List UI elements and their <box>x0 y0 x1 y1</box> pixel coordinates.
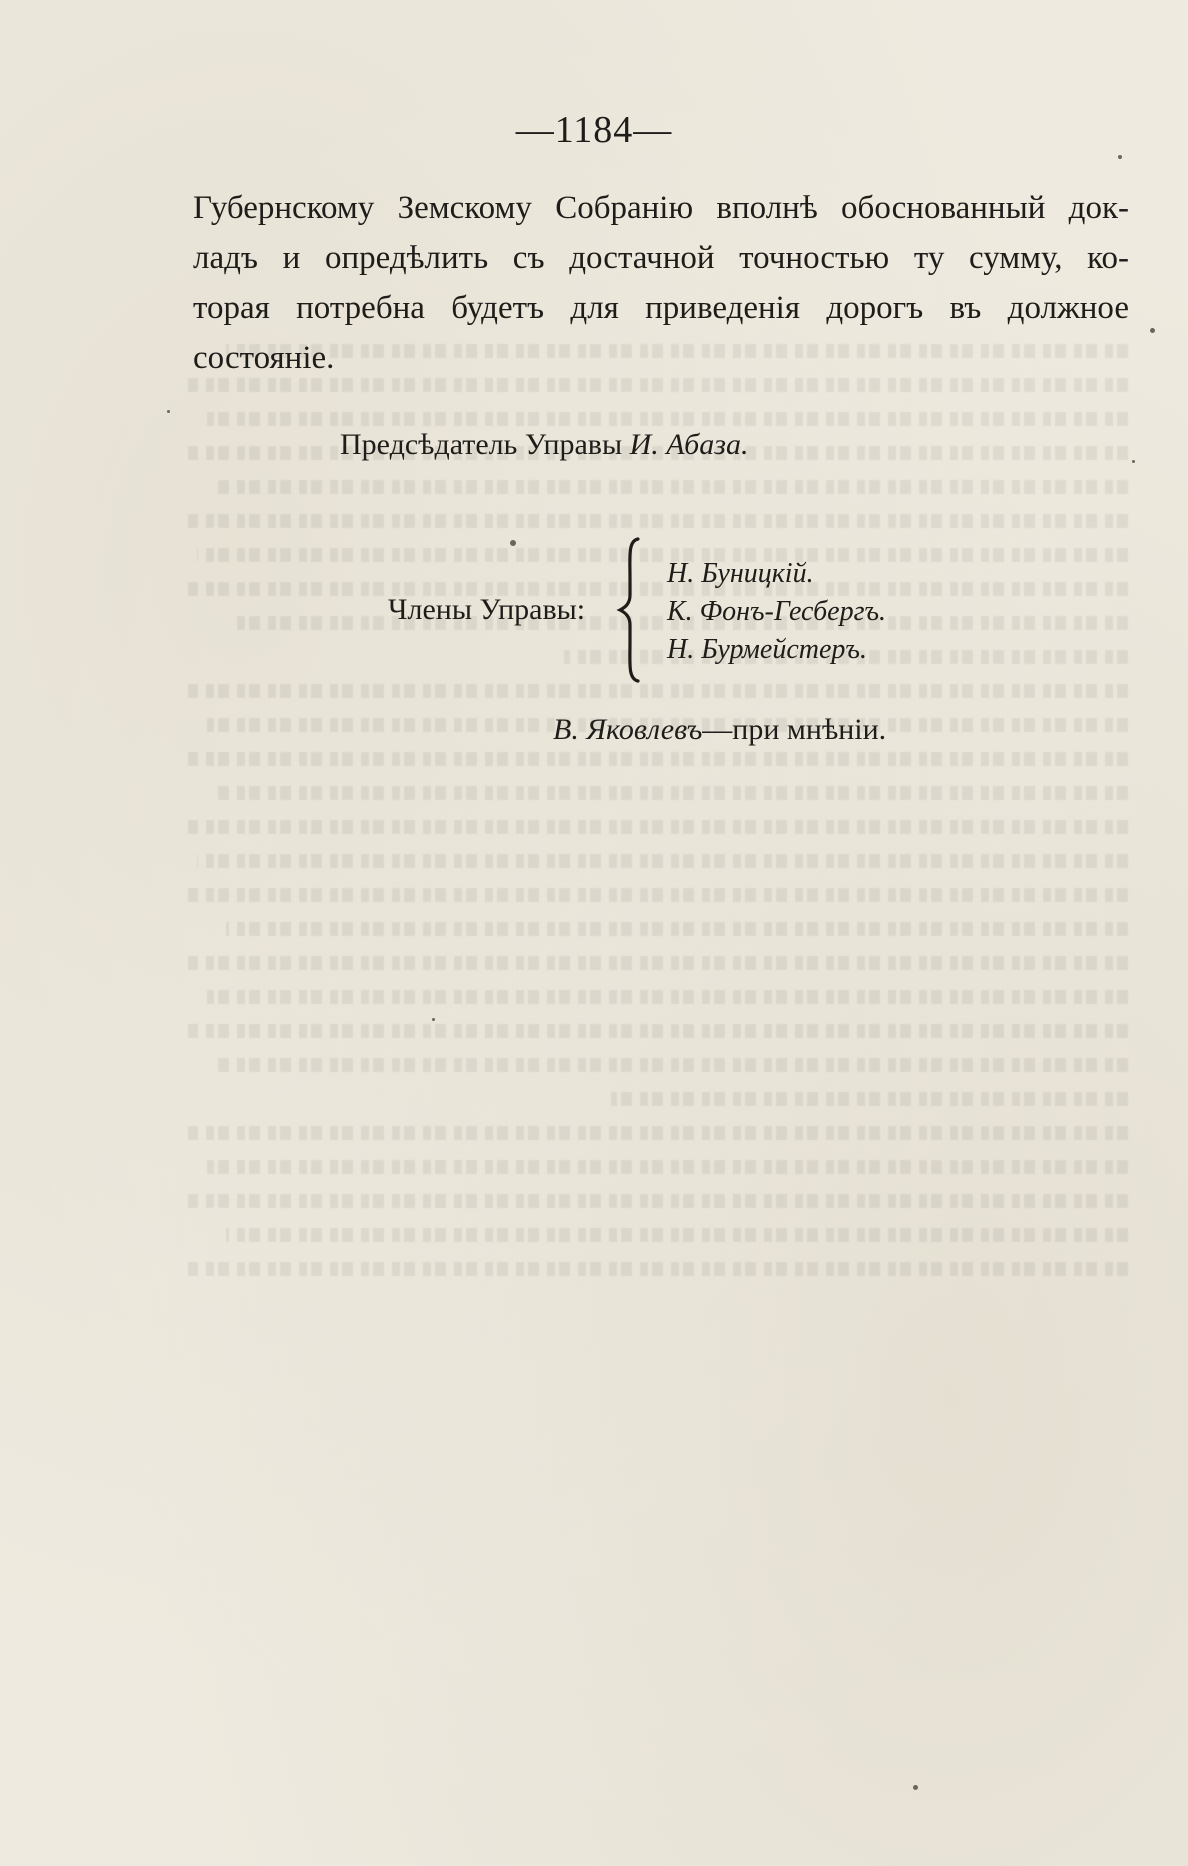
page-number: —1184— <box>515 109 673 151</box>
paper-speck <box>1150 328 1155 333</box>
members-list <box>667 555 886 669</box>
paragraph-line: состояніе. <box>193 340 335 376</box>
dissent-note: —при мнѣніи. <box>702 713 887 746</box>
body-paragraph <box>193 183 1129 383</box>
paragraph-line: Губернскому Земскому Собранію вполнѣ обоснованный док- <box>193 190 1129 226</box>
paragraph-line: ладъ и опредѣлить съ достачной точностью ту сумму, ко- <box>193 240 1129 276</box>
paragraph-line: торая потребна будетъ для приведенія дорогъ въ должное <box>193 290 1129 326</box>
paper-speck <box>510 540 516 546</box>
member-name: Н. Бурмейстеръ. <box>667 634 867 665</box>
dissent-name: В. Яковлевъ <box>553 713 703 746</box>
paper-speck <box>1132 460 1135 463</box>
member-name: Н. Буницкій. <box>667 558 814 589</box>
chairman-title: Предсѣдатель Управы <box>340 428 623 461</box>
paper-speck <box>432 1018 435 1021</box>
paper-speck <box>913 1785 918 1790</box>
paper-speck <box>167 410 170 413</box>
dissent-signature <box>553 713 886 747</box>
bleed-through-text <box>188 330 1128 1730</box>
chairman-signature <box>340 428 748 462</box>
curly-brace-icon <box>616 537 652 683</box>
member-name: К. Фонъ-Гесбергъ. <box>667 596 887 627</box>
members-label: Члены Управы: <box>388 593 586 626</box>
chairman-name: И. Абаза. <box>629 428 749 461</box>
paper-speck <box>1118 155 1122 159</box>
